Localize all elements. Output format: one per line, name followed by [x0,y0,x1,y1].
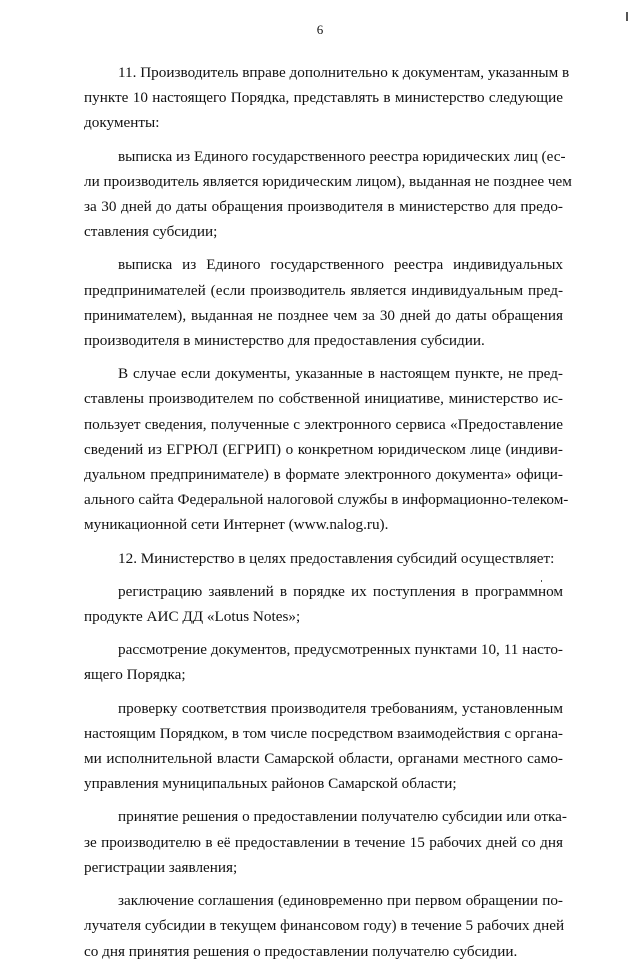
text-line: 11. Производитель вправе дополнительно к документам, указанным в [118,64,570,81]
text-line: заключение соглашения (единовременно при первом обращении по- [118,892,563,910]
text-line: пункте 10 настоящего Порядка, представлять в министерство следующие [84,89,563,107]
text-line: ящего Порядка; [84,666,186,684]
page-body [84,60,572,964]
text-line: настоящим Порядком, в том числе посредством взаимодействия с органа- [84,724,563,742]
scan-speck [626,12,628,21]
text-line: ставления субсидии; [84,223,218,241]
text-line: ального сайта Федеральной налоговой службы в информационно-телеком- [84,491,569,509]
text-line: сведений из ЕГРЮЛ (ЕГРИП) о конкретном юридическом лице (индиви- [84,440,563,458]
text-line: зе производителю в её предоставлении в течение 15 рабочих дней со дня [84,833,563,851]
text-line: управления муниципальных районов Самарской области; [84,775,457,793]
scan-speck [541,580,542,582]
text-line: проверку соответствия производителя требованиям, установленным [118,699,563,717]
text-line: выписка из Единого государственного реестра индивидуальных [118,256,563,274]
text-line: документы: [84,114,160,132]
text-line: выписка из Единого государственного реестра юридических лиц (ес- [118,147,566,165]
text-line: В случае если документы, указанные в настоящем пункте, не пред- [118,365,563,383]
text-line: ми исполнительной власти Самарской области, органами местного само- [84,750,563,768]
text-line: дуальном предпринимателе) в формате электронного документа» офици- [84,466,563,484]
text-line: принимателем), выданная не позднее чем за 30 дней до даты обращения [84,306,563,324]
text-line: ли производитель является юридическим лицом), выданная не позднее чем [84,172,572,190]
page-number: 6 [316,22,324,37]
text-line: пользует сведения, полученные с электронного сервиса «Предоставление [84,415,563,433]
text-line: муникационной сети Интернет (www.nalog.ru). [84,516,389,534]
text-line: рассмотрение документов, предусмотренных пунктами 10, 11 насто- [118,641,563,659]
text-line: регистрацию заявлений в порядке их поступления в программном [118,582,563,600]
text-line: принятие решения о предоставлении получателю субсидии или отка- [118,808,567,826]
text-line: за 30 дней до даты обращения производителя в министерство для предо- [84,198,563,216]
text-line: со дня принятия решения о предоставлении получателю субсидии. [84,942,518,960]
text-line: предпринимателей (если производитель является индивидуальным пред- [84,281,563,299]
text-line: регистрации заявления; [84,858,238,876]
text-line: продукте АИС ДД «Lotus Notes»; [84,608,301,626]
text-line: производителя в министерство для предоставления субсидии. [84,332,485,350]
text-line: лучателя субсидии в текущем финансовом году) в течение 5 рабочих дней [84,917,565,935]
text-line: ставлены производителем по собственной инициативе, министерство ис- [84,390,563,408]
text-line: 12. Министерство в целях предоставления субсидий осуществляет: [118,549,555,567]
